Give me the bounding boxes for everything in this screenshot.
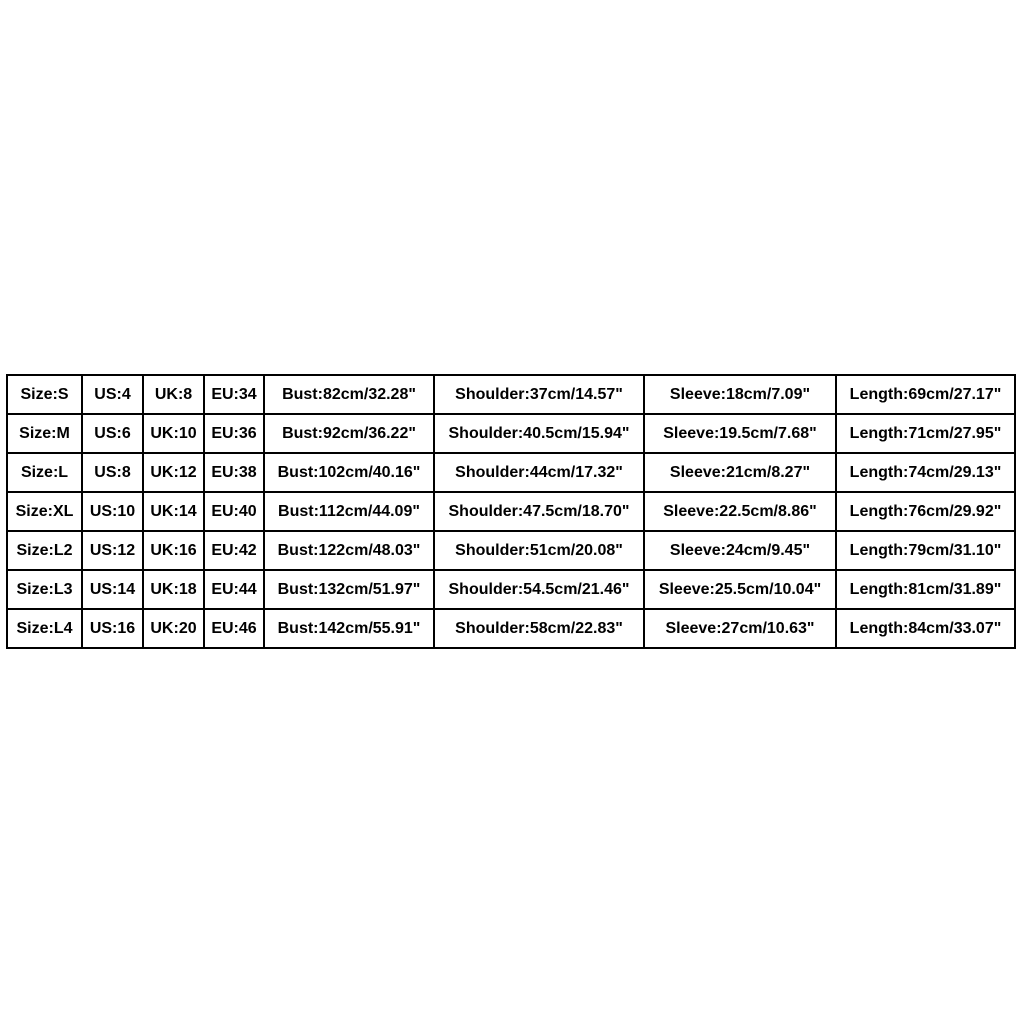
bust-cell: Bust:122cm/48.03"	[264, 531, 434, 570]
us-size-cell: US:10	[82, 492, 143, 531]
shoulder-cell: Shoulder:47.5cm/18.70"	[434, 492, 644, 531]
bust-cell: Bust:142cm/55.91"	[264, 609, 434, 648]
length-cell: Length:69cm/27.17"	[836, 375, 1015, 414]
sleeve-cell: Sleeve:27cm/10.63"	[644, 609, 836, 648]
length-cell: Length:84cm/33.07"	[836, 609, 1015, 648]
length-cell: Length:76cm/29.92"	[836, 492, 1015, 531]
bust-cell: Bust:82cm/32.28"	[264, 375, 434, 414]
length-cell: Length:74cm/29.13"	[836, 453, 1015, 492]
eu-size-cell: EU:44	[204, 570, 264, 609]
shoulder-cell: Shoulder:51cm/20.08"	[434, 531, 644, 570]
size-cell: Size:L4	[7, 609, 82, 648]
sleeve-cell: Sleeve:25.5cm/10.04"	[644, 570, 836, 609]
size-cell: Size:L3	[7, 570, 82, 609]
eu-size-cell: EU:46	[204, 609, 264, 648]
uk-size-cell: UK:20	[143, 609, 204, 648]
eu-size-cell: EU:34	[204, 375, 264, 414]
size-cell: Size:XL	[7, 492, 82, 531]
bust-cell: Bust:112cm/44.09"	[264, 492, 434, 531]
bust-cell: Bust:92cm/36.22"	[264, 414, 434, 453]
table-row	[7, 531, 1015, 570]
size-cell: Size:M	[7, 414, 82, 453]
uk-size-cell: UK:14	[143, 492, 204, 531]
shoulder-cell: Shoulder:54.5cm/21.46"	[434, 570, 644, 609]
bust-cell: Bust:102cm/40.16"	[264, 453, 434, 492]
bust-cell: Bust:132cm/51.97"	[264, 570, 434, 609]
uk-size-cell: UK:12	[143, 453, 204, 492]
sleeve-cell: Sleeve:24cm/9.45"	[644, 531, 836, 570]
table-row	[7, 375, 1015, 414]
shoulder-cell: Shoulder:44cm/17.32"	[434, 453, 644, 492]
uk-size-cell: UK:16	[143, 531, 204, 570]
uk-size-cell: UK:18	[143, 570, 204, 609]
size-chart-table	[6, 374, 1016, 649]
length-cell: Length:71cm/27.95"	[836, 414, 1015, 453]
us-size-cell: US:8	[82, 453, 143, 492]
size-cell: Size:L	[7, 453, 82, 492]
table-row	[7, 609, 1015, 648]
eu-size-cell: EU:42	[204, 531, 264, 570]
eu-size-cell: EU:40	[204, 492, 264, 531]
us-size-cell: US:14	[82, 570, 143, 609]
us-size-cell: US:4	[82, 375, 143, 414]
sleeve-cell: Sleeve:18cm/7.09"	[644, 375, 836, 414]
sleeve-cell: Sleeve:19.5cm/7.68"	[644, 414, 836, 453]
us-size-cell: US:6	[82, 414, 143, 453]
sleeve-cell: Sleeve:22.5cm/8.86"	[644, 492, 836, 531]
size-cell: Size:L2	[7, 531, 82, 570]
length-cell: Length:79cm/31.10"	[836, 531, 1015, 570]
uk-size-cell: UK:8	[143, 375, 204, 414]
table-row	[7, 453, 1015, 492]
uk-size-cell: UK:10	[143, 414, 204, 453]
table-row	[7, 492, 1015, 531]
table-row	[7, 570, 1015, 609]
eu-size-cell: EU:38	[204, 453, 264, 492]
size-cell: Size:S	[7, 375, 82, 414]
shoulder-cell: Shoulder:40.5cm/15.94"	[434, 414, 644, 453]
shoulder-cell: Shoulder:37cm/14.57"	[434, 375, 644, 414]
shoulder-cell: Shoulder:58cm/22.83"	[434, 609, 644, 648]
us-size-cell: US:12	[82, 531, 143, 570]
eu-size-cell: EU:36	[204, 414, 264, 453]
length-cell: Length:81cm/31.89"	[836, 570, 1015, 609]
table-row	[7, 414, 1015, 453]
sleeve-cell: Sleeve:21cm/8.27"	[644, 453, 836, 492]
us-size-cell: US:16	[82, 609, 143, 648]
